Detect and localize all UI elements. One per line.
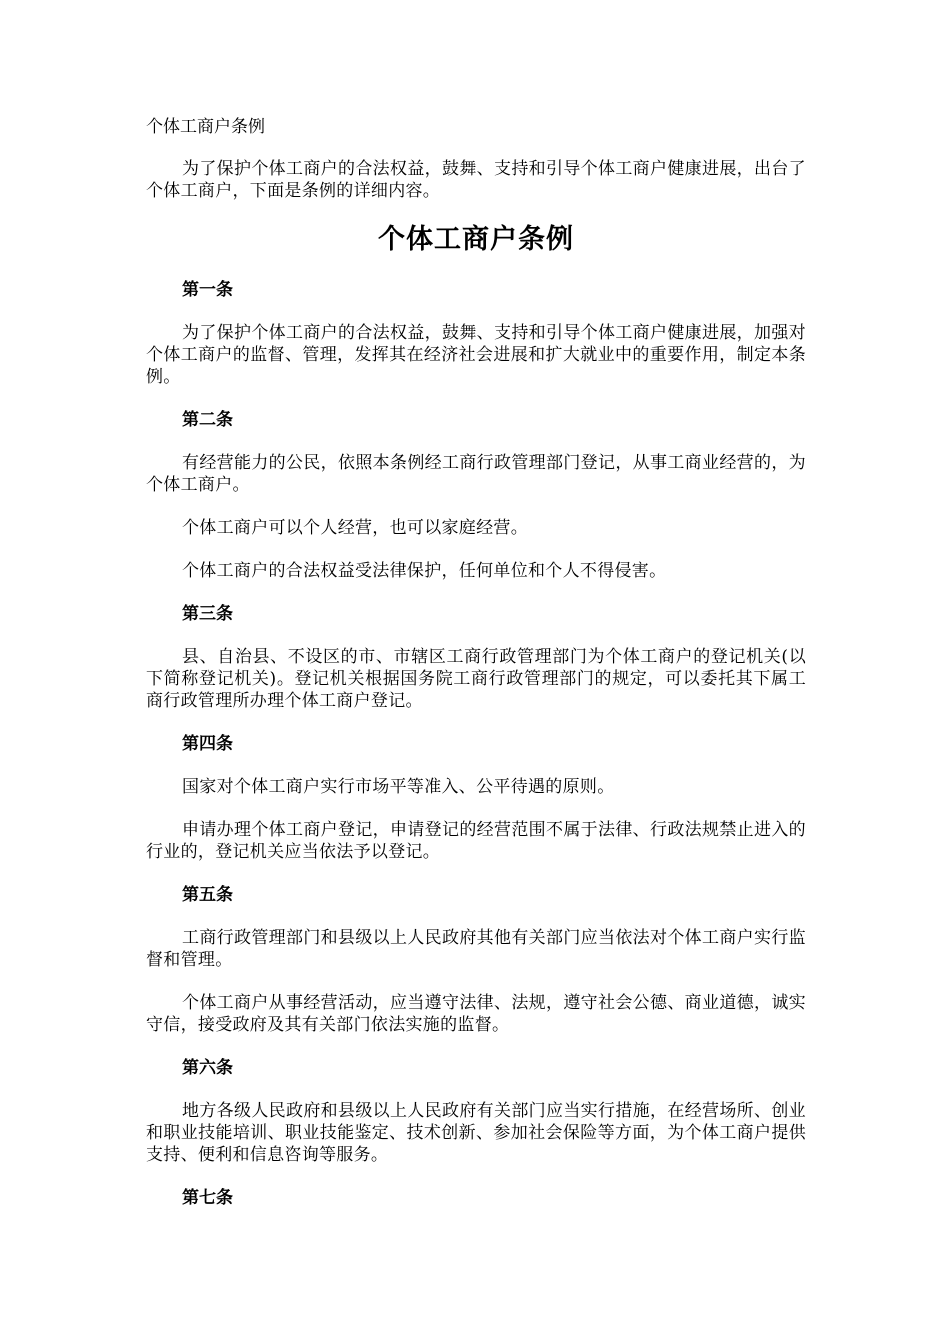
article-heading: 第六条	[182, 1058, 233, 1078]
article-paragraph: 工商行政管理部门和县级以上人民政府其他有关部门应当依法对个体工商户实行监督和管理。	[146, 928, 806, 970]
article-2	[146, 409, 806, 582]
intro-paragraph: 为了保护个体工商户的合法权益，鼓舞、支持和引导个体工商户健康进展，出台了个体工商户，下面是条例的详细内容。	[146, 159, 806, 201]
article-7	[146, 1187, 806, 1209]
article-paragraph: 地方各级人民政府和县级以上人民政府有关部门应当实行措施，在经营场所、创业和职业技能培训、职业技能鉴定、技术创新、参加社会保险等方面，为个体工商户提供支持、便利和信息咨询等服务。	[146, 1101, 806, 1165]
document-page	[146, 116, 806, 1230]
article-paragraph: 个体工商户的合法权益受法律保护，任何单位和个人不得侵害。	[182, 561, 667, 581]
article-4	[146, 733, 806, 863]
article-3	[146, 603, 806, 712]
article-paragraph: 个体工商户从事经营活动，应当遵守法律、法规，遵守社会公德、商业道德，诚实守信，接受政府及其有关部门依法实施的监督。	[146, 993, 806, 1035]
article-heading: 第七条	[182, 1188, 233, 1208]
article-heading: 第一条	[182, 280, 233, 300]
article-6	[146, 1057, 806, 1166]
document-title: 个体工商户条例	[378, 224, 574, 255]
article-paragraph: 有经营能力的公民，依照本条例经工商行政管理部门登记，从事工商业经营的，为个体工商户。	[146, 453, 806, 495]
article-paragraph: 个体工商户可以个人经营，也可以家庭经营。	[182, 518, 528, 538]
article-heading: 第四条	[182, 734, 233, 754]
article-paragraph: 申请办理个体工商户登记，申请登记的经营范围不属于法律、行政法规禁止进入的行业的，登记机关应当依法予以登记。	[146, 820, 806, 862]
article-paragraph: 国家对个体工商户实行市场平等准入、公平待遇的原则。	[182, 777, 615, 797]
article-paragraph: 县、自治县、不设区的市、市辖区工商行政管理部门为个体工商户的登记机关(以下简称登记机关)。登记机关根据国务院工商行政管理部门的规定，可以委托其下属工商行政管理所办理个体工商户登记。	[146, 647, 806, 711]
article-heading: 第二条	[182, 410, 233, 430]
article-heading: 第三条	[182, 604, 233, 624]
article-1	[146, 279, 806, 388]
article-5	[146, 884, 806, 1036]
article-heading: 第五条	[182, 885, 233, 905]
article-paragraph: 为了保护个体工商户的合法权益，鼓舞、支持和引导个体工商户健康进展，加强对个体工商户的监督、管理，发挥其在经济社会进展和扩大就业中的重要作用，制定本条例。	[146, 323, 806, 387]
header-title: 个体工商户条例	[146, 117, 265, 137]
